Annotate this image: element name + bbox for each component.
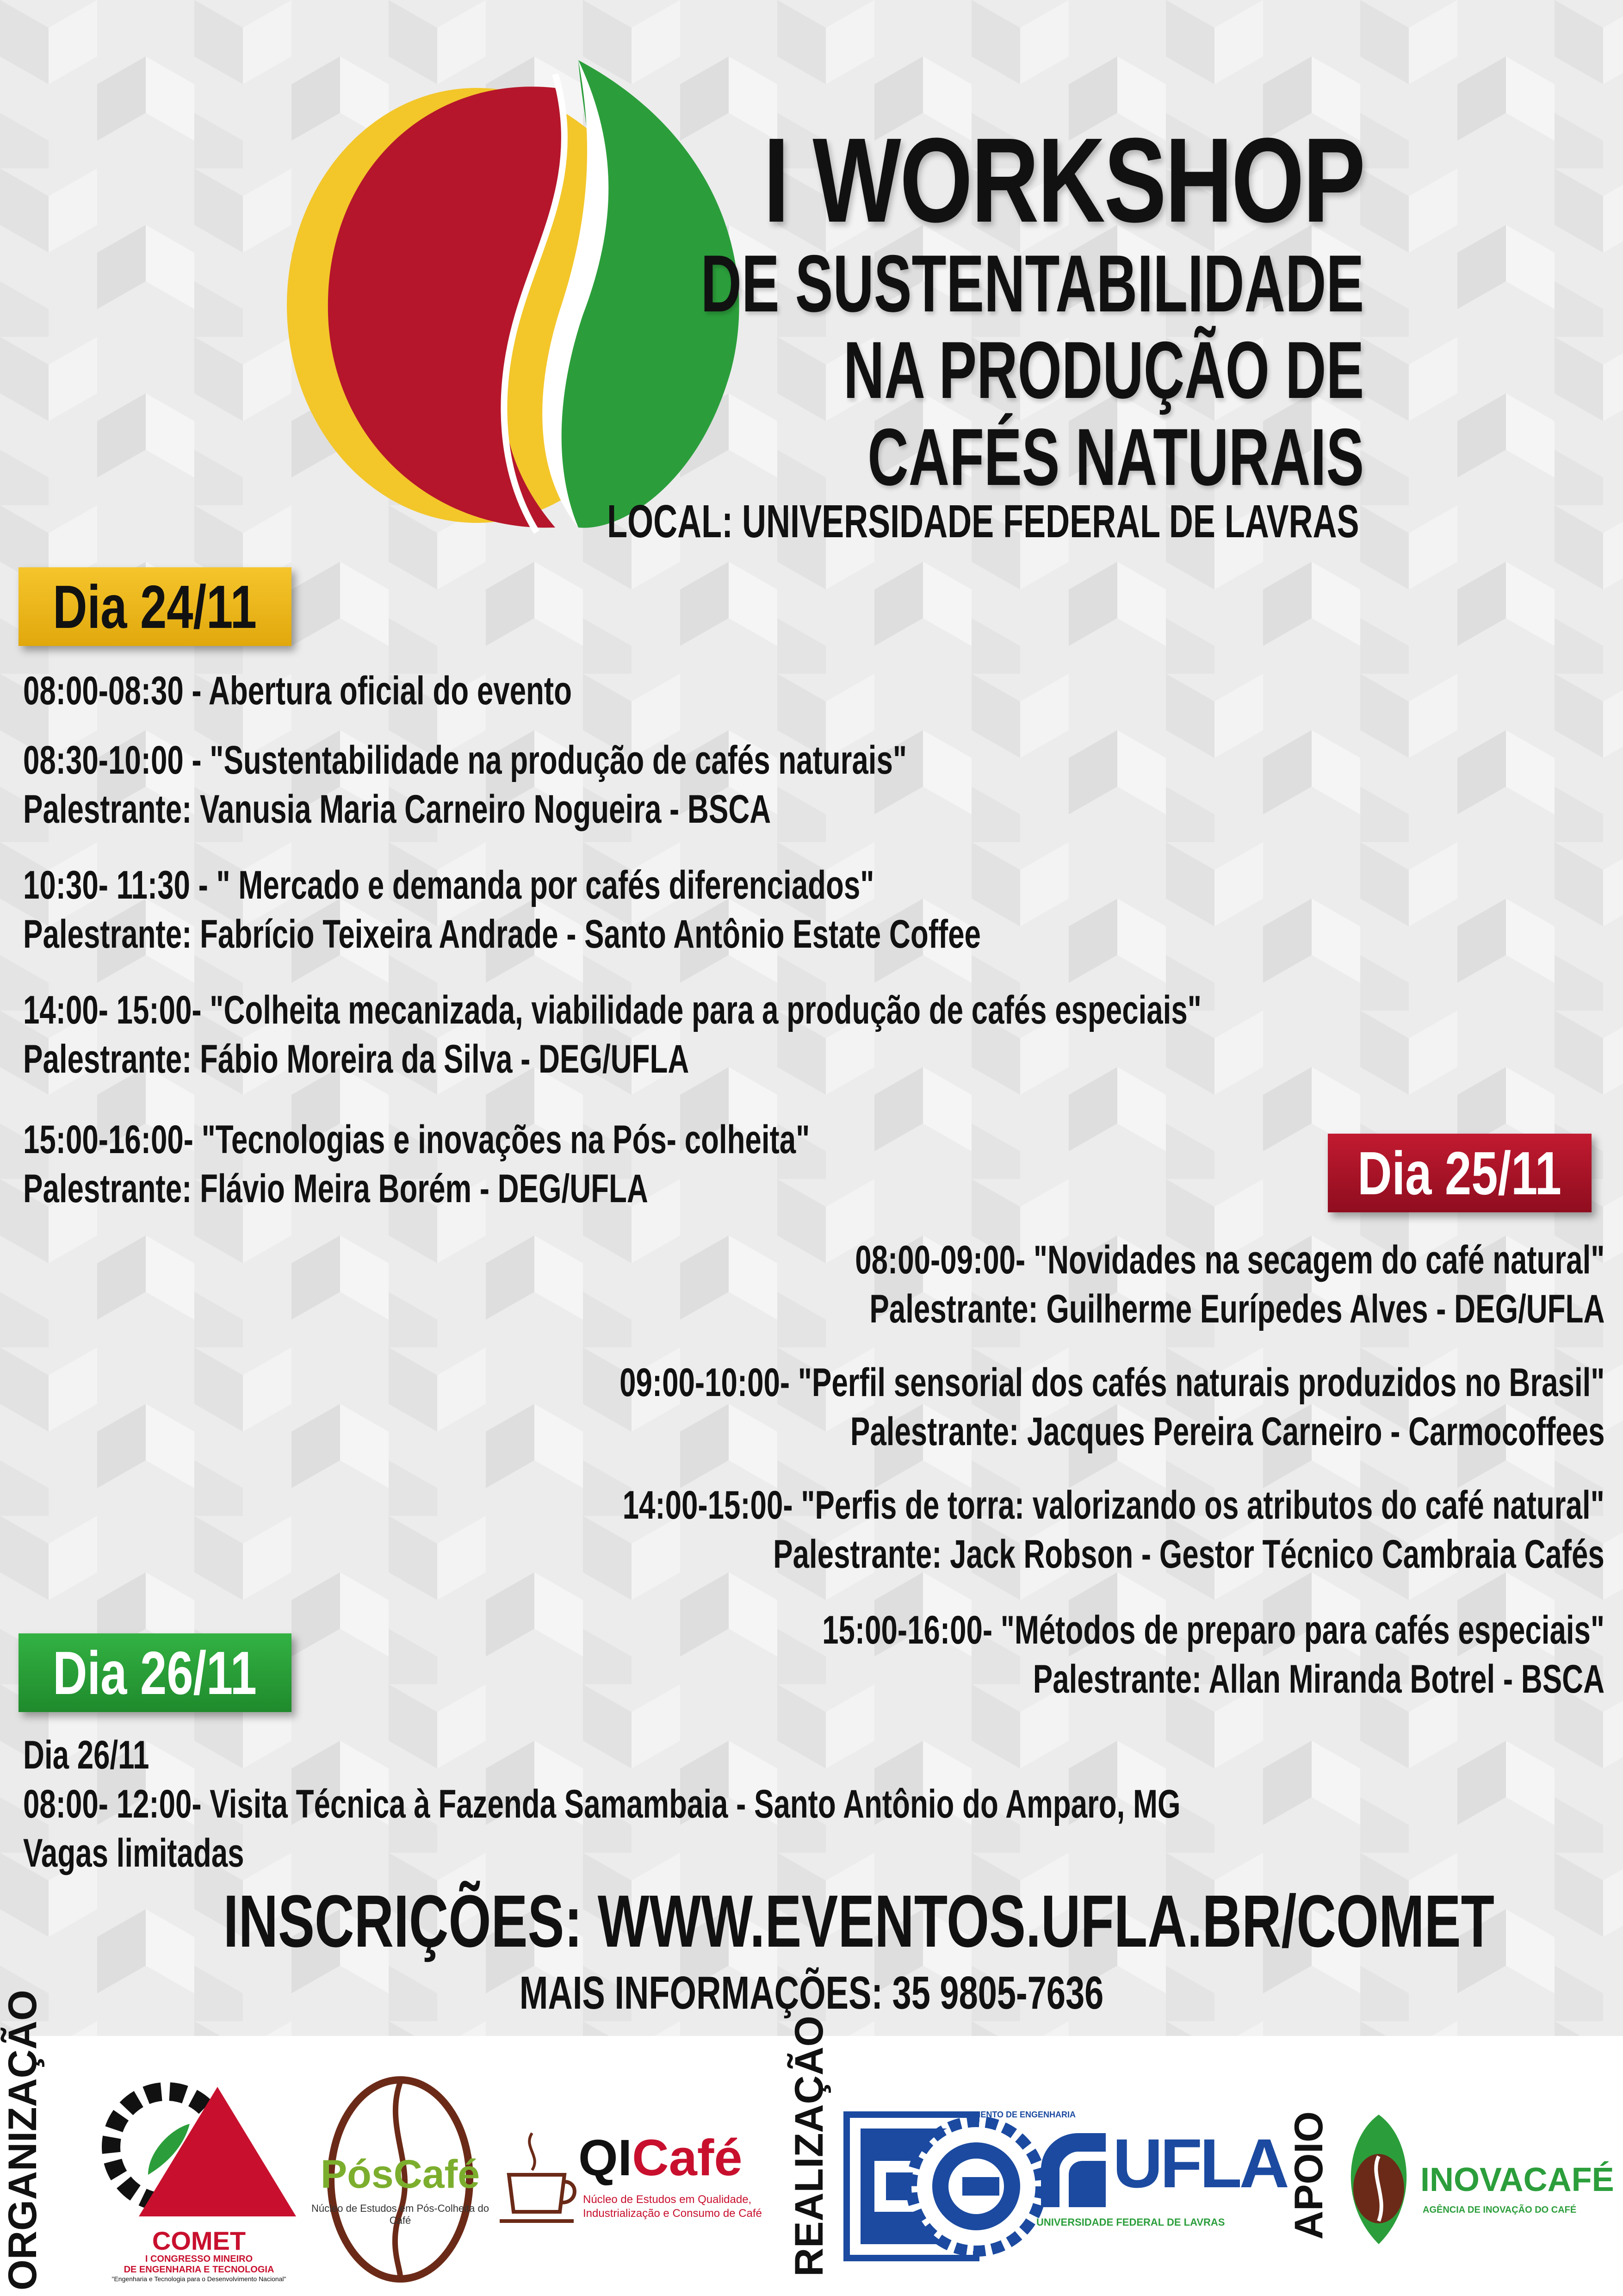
event-title <box>416 113 1364 503</box>
schedule-speaker: Palestrante: Guilherme Eurípedes Alves - DEG/UFLA <box>869 1287 1604 1331</box>
inovacafe-sub: AGÊNCIA DE INOVAÇÃO DO CAFÉ <box>1423 2205 1577 2215</box>
schedule-time-title: 08:30-10:00 - "Sustentabilidade na produção de cafés naturais" <box>23 738 907 782</box>
schedule-item <box>855 1235 1604 1334</box>
coffee-cup-icon <box>495 2124 578 2235</box>
registration-url[interactable] <box>0 1879 1623 1964</box>
qicafe-name <box>578 2128 743 2187</box>
registration-text: INSCRIÇÕES: WWW.EVENTOS.UFLA.BR/COMET <box>223 1880 1494 1962</box>
qicafe-name-b: Café <box>632 2129 743 2186</box>
inovacafe-name: INOVACAFÉ <box>1420 2161 1614 2198</box>
comet-line1: I CONGRESSO MINEIRO <box>145 2254 253 2264</box>
inovacafe-logo <box>1332 2110 1615 2258</box>
schedule-speaker: Palestrante: Vanusia Maria Carneiro Nogueira - BSCA <box>23 787 771 832</box>
ufla-logo <box>1032 2124 1287 2235</box>
day-25-ribbon <box>1328 1134 1592 1212</box>
title-line-2: DE SUSTENTABILIDADE <box>700 239 1364 329</box>
schedule-time-title: 15:00-16:00- "Tecnologias e inovações na Pós- colheita" <box>23 1117 810 1162</box>
comet-logo <box>97 2068 301 2281</box>
poscafe-logo <box>301 2073 500 2286</box>
day-26-ribbon <box>19 1633 291 1712</box>
visit-date: Dia 26/11 <box>23 1733 149 1777</box>
schedule-item <box>23 666 572 715</box>
organizacao-label: ORGANIZAÇÃO <box>0 1990 45 2290</box>
comet-line3: "Engenharia e Tecnologia para o Desenvolvimento Nacional" <box>112 2275 286 2283</box>
schedule-item <box>23 1731 1180 1878</box>
schedule-item <box>23 736 907 834</box>
ufla-name: UFLA <box>1113 2124 1287 2202</box>
day-26-label: Dia 26/11 <box>53 1638 257 1707</box>
schedule-time-title: 10:30- 11:30 - " Mercado e demanda por cafés diferenciados" <box>23 863 874 907</box>
schedule-time-title: 08:00-09:00- "Novidades na secagem do café natural" <box>855 1238 1604 1282</box>
schedule-time-title: 15:00-16:00- "Métodos de preparo para cafés especiais" <box>822 1608 1604 1652</box>
schedule-speaker: Palestrante: Jacques Pereira Carneiro - Carmocoffees <box>850 1409 1604 1454</box>
qicafe-sub2: Industrialização e Consumo de Café <box>583 2207 762 2220</box>
title-line-4: CAFÉS NATURAIS <box>867 412 1364 503</box>
comet-line2: DE ENGENHARIA E TECNOLOGIA <box>124 2265 274 2275</box>
contact-info <box>0 1967 1623 2020</box>
ufla-arch-icon <box>1032 2128 1115 2212</box>
schedule-speaker: Palestrante: Fabrício Teixeira Andrade - Santo Antônio Estate Coffee <box>23 912 981 956</box>
day-25-label: Dia 25/11 <box>1357 1139 1562 1207</box>
schedule-item <box>23 861 981 959</box>
poscafe-sub: Núcleo de Estudos em Pós-Colheita do Café <box>311 2203 489 2226</box>
schedule-item <box>23 1115 810 1213</box>
qicafe-sub1: Núcleo de Estudos em Qualidade, <box>583 2193 752 2206</box>
schedule-time-title: 14:00- 15:00- "Colheita mecanizada, viabilidade para a produção de cafés especiais" <box>23 988 1202 1032</box>
day-24-ribbon <box>19 567 291 646</box>
visit-description: 08:00- 12:00- Visita Técnica à Fazenda Samambaia - Santo Antônio do Amparo, MG <box>23 1782 1181 1826</box>
schedule-item <box>23 986 1202 1084</box>
leaf-bean-icon <box>1332 2110 1425 2249</box>
schedule-speaker: Palestrante: Jack Robson - Gestor Técnico Cambraia Cafés <box>773 1532 1604 1576</box>
schedule-speaker: Palestrante: Fábio Moreira da Silva - DEG/UFLA <box>23 1037 689 1081</box>
apoio-label: APOIO <box>1287 2111 1331 2240</box>
comet-name: COMET <box>152 2226 246 2255</box>
deg-arc-text: DEPARTAMENTO DE ENGENHARIA <box>935 2110 1076 2119</box>
gear-seal-icon <box>907 2101 1046 2272</box>
schedule-item <box>619 1358 1604 1456</box>
visit-note: Vagas limitadas <box>23 1831 244 1875</box>
title-line-1: I WORKSHOP <box>763 113 1364 248</box>
schedule-time-title: 09:00-10:00- "Perfil sensorial dos cafés naturais produzidos no Brasil" <box>619 1360 1604 1405</box>
schedule-item <box>623 1481 1604 1579</box>
ufla-sub: UNIVERSIDADE FEDERAL DE LAVRAS <box>1036 2216 1225 2228</box>
schedule-time-title: 08:00-08:30 - Abertura oficial do evento <box>23 669 572 713</box>
realizacao-label: REALIZAÇÃO <box>787 2016 831 2277</box>
deg-seal-logo <box>907 2101 1076 2272</box>
event-location: LOCAL: UNIVERSIDADE FEDERAL DE LAVRAS <box>607 496 1359 547</box>
schedule-speaker: Palestrante: Allan Miranda Botrel - BSCA <box>1033 1657 1604 1701</box>
title-line-3: NA PRODUÇÃO DE <box>843 325 1364 416</box>
poscafe-name: PósCafé <box>320 2152 480 2197</box>
qicafe-name-a: QI <box>578 2129 632 2186</box>
contact-text: MAIS INFORMAÇÕES: 35 9805-7636 <box>519 1967 1104 2019</box>
qicafe-logo <box>495 2115 782 2253</box>
gear-icon <box>97 2068 301 2226</box>
schedule-speaker: Palestrante: Flávio Meira Borém - DEG/UFLA <box>23 1167 648 1211</box>
schedule-item <box>822 1606 1604 1704</box>
schedule-time-title: 14:00-15:00- "Perfis de torra: valorizando os atributos do café natural" <box>622 1483 1604 1527</box>
day-24-label: Dia 24/11 <box>53 572 257 641</box>
